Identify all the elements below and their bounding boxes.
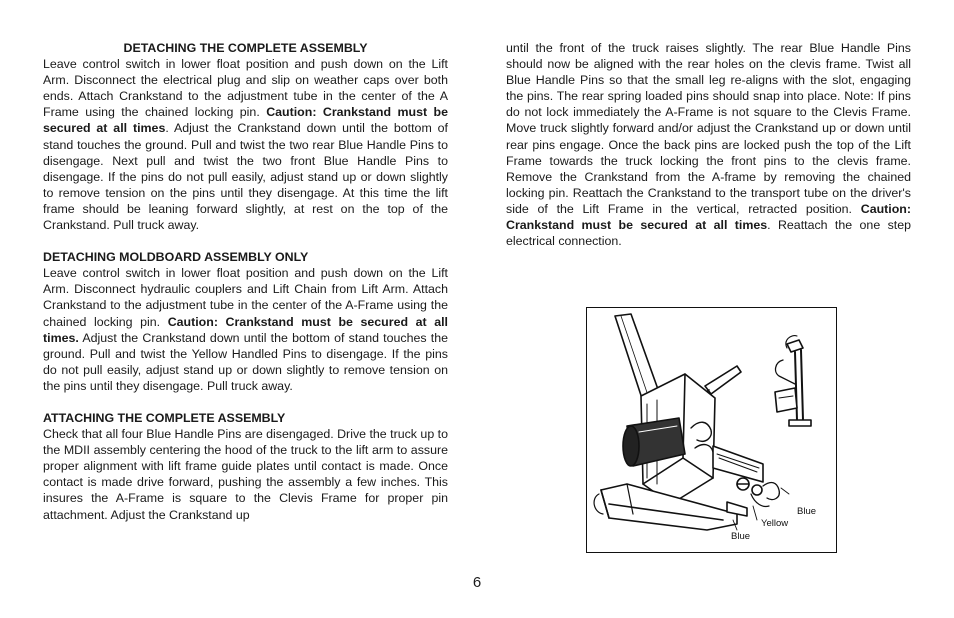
right-column — [506, 40, 911, 249]
heading-attaching-complete: ATTACHING THE COMPLETE ASSEMBLY — [43, 410, 286, 425]
text: until the front of the truck raises slightly. The rear Blue Handle Pins should now be aligned with the rear holes on the clevis frame. Twist all Blue Handle Pins so that the small leg re-aligns with the slot, engaging the pins. The rear spring loaded pins should snap into place. Note: If pins do not lock immediately the A-Frame is not square to the Clevis Frame. Move truck slightly forward and/or adjust the Crankstand up or down until rear pins engage. Once the back pins are locked push the top of the Lift Frame towards the truck locking the front pins to the clevis frame. Remove the Crankstand from the A-frame by removing the chained locking pin. Reattach the Crankstand to the transport tube on the driver's side of the Lift Frame in the vertical, retracted position. — [506, 41, 911, 216]
text: Leave control switch in lower float position and push down on the Lift Arm. Disconnect hydraulic couplers and Lift Chain from Lift Arm. Attach Crankstand to the adjustment tube in the center of the A-Frame using the chained locking pin. — [43, 266, 448, 329]
caution-text: Caution: Crankstand must be secured at all times — [43, 105, 448, 136]
label-blue-bottom: Blue — [731, 531, 751, 542]
assembly-illustration — [586, 307, 837, 553]
left-column — [43, 40, 448, 523]
text: Check that all four Blue Handle Pins are disengaged. Drive the truck up to the MDII assembly centering the hood of the truck to the lift arm to assure proper alignment with lift frame guide plates until contact is made. Once contact is made drive forward, pushing the assembly a few inches. This insures the A-Frame is square to the Clevis Frame for proper pin attachment. Adjust the Crankstand up — [43, 427, 448, 522]
paragraph-detaching-moldboard — [43, 265, 448, 394]
text: Adjust the Crankstand down until the bottom of stand touches the ground. Pull and twist the Yellow Handled Pins to disengage. If the pins do not pull easily, adjust stand up or down slightly to remove tension on the pins until they disengage. Pull truck away. — [43, 330, 448, 393]
heading-detaching-moldboard: DETACHING MOLDBOARD ASSEMBLY ONLY — [43, 250, 309, 265]
text: . Adjust the Crankstand down until the bottom of stand touches the ground. Pull and twist the two rear Blue Handle Pins to disengage. Next pull and twist the two front Blue Handle Pins to disengage. If the pins do not pull easily, adjust stand up or down slightly to remove tension on the pins until they disengage. At this time the lift frame should be leaning forward slightly, at rest on the top of the Crankstand. Pull truck away. — [43, 121, 448, 233]
page-number: 6 — [472, 574, 482, 591]
label-yellow: Yellow — [761, 518, 789, 529]
text: . Reattach the one step electrical connection. — [506, 218, 911, 249]
caution-text: Caution: Crankstand must be secured at all times. — [43, 314, 448, 345]
text: Leave control switch in lower float position and push down on the Lift Arm. Disconnect the electrical plug and slip on weather caps over both ends. Attach Crankstand to the adjustment tube in the center of the A Frame using the chained locking pin. — [43, 57, 448, 120]
paragraph-detaching-complete — [43, 56, 448, 233]
paragraph-attaching-continued — [506, 40, 911, 249]
heading-detaching-complete: DETACHING THE COMPLETE ASSEMBLY — [123, 41, 368, 55]
paragraph-attaching-complete — [43, 426, 448, 523]
caution-text: Caution: Crankstand must be secured at all times — [506, 201, 911, 233]
label-blue-right: Blue — [797, 506, 817, 517]
